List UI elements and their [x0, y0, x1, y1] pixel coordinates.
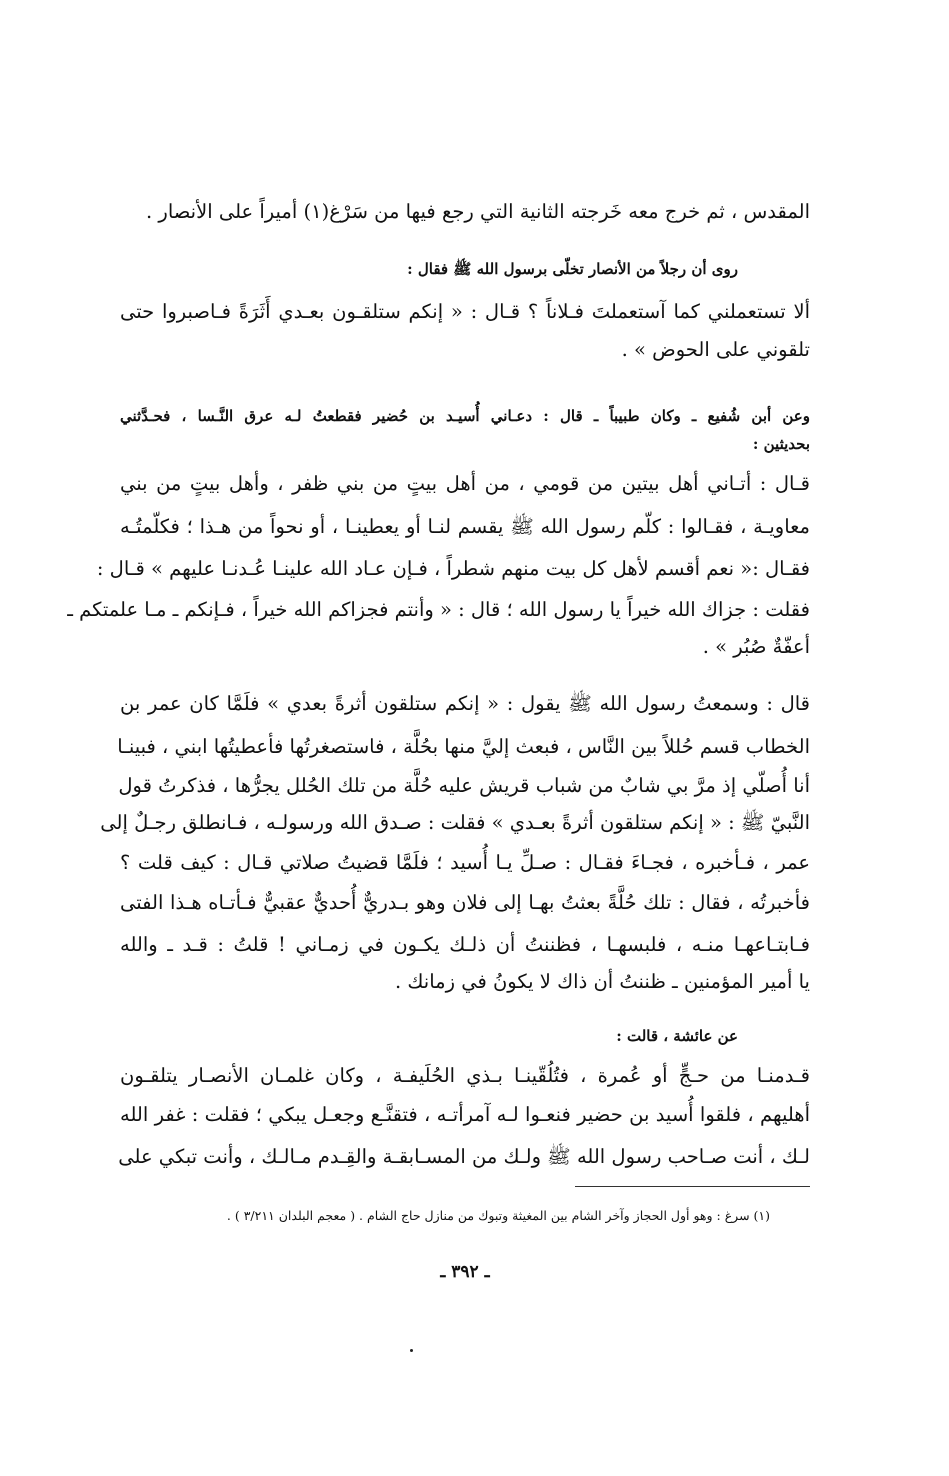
footnote-separator [575, 1186, 810, 1187]
text-line-10: الخطاب قسم حُللاً بين النَّاس ، فبعث إليَّ منها بحُلَّة ، فاستصغرتُها فأعطيتُها ابني ، فبينـا [117, 735, 810, 758]
narration-heading-2-cont: بحديثين : [752, 435, 810, 453]
text-line-17: قـدمنـا من حـجٍّ أو عُمرة ، فتُلُقّينـا بـذي الحُلَيفـة ، وكان غلمـان الأنصـار يتلقـون [120, 1064, 810, 1087]
text-line-2: ألا تستعملني كما آستعملتَ فـلاناً ؟ قـال : « إنكم ستلقـون بعـدي أَثَرَةً فـاصبروا حتى [120, 300, 810, 323]
text-line-3: تلقوني على الحوض » . [621, 338, 810, 361]
book-page [67, 0, 810, 1476]
text-line-5: معاويـة ، فقـالوا : كلّم رسول الله ﷺ يقسم لنـا أو يعطينـا ، أو نحواً من هـذا ؛ فكلّمتُـه [120, 515, 810, 538]
text-line-7: فقلت : جزاك الله خيراً يا رسول الله ؛ قال : « وأنتم فجزاكم الله خيراً ، فـإنكم ـ مـا علمتكم ـ [67, 598, 810, 621]
footnote: (١) سرغ : وهو أول الحجاز وآخر الشام بين المغيثة وتبوك من منازل حاج الشام . ( معجم البلدان ٣/٢١١ ) . [226, 1208, 770, 1223]
text-line-18: أهليهم ، فلقوا أُسيد بن حضير فنعـوا لـه آمرأتـه ، فتقنَّـع وجعـل يبكي ؛ فقلت : غفر الله [120, 1103, 810, 1126]
page-number: ـ ٣٩٢ ـ [440, 1262, 490, 1282]
narration-heading-1: روى أن رجلاً من الأنصار تخلّى برسول الله ﷺ فقال : [407, 260, 738, 278]
text-line-1: المقدس ، ثم خرج معه خَرجته الثانية التي رجع فيها من سَرْغ(١) أميراً على الأنصار . [146, 200, 810, 223]
text-line-6: فقـال :« نعم أقسم لأهل كل بيت منهم شطراً ، فـإن عـاد الله علينـا عُـدنـا عليهم » قـال : [96, 557, 810, 580]
text-line-4: قـال : أتـاني أهل بيتين من قومي ، من أهل بيتٍ من بني ظفر ، وأهل بيتٍ من بني [120, 472, 810, 495]
narration-heading-2: وعن أبن شُفيع ـ وكان طبيباً ـ قال : دعـاني أُسيـد بن حُضير فقطعتُ لـه عرق النَّـسا ، فحـدَّثني [120, 407, 810, 425]
text-line-14: فأخبرتُه ، فقال : تلك حُلَّةً بعثتُ بهـا إلى فلان وهو بـدريٌّ أُحديٌّ عقبيٌّ فـأتـاه هـذا الفتى [120, 891, 810, 914]
narration-heading-3: عن عائشة ، قالت : [616, 1027, 738, 1045]
text-line-12: النَّبيّ ﷺ : « إنكم ستلقون أثرةً بعـدي » فقلت : صـدق الله ورسولـه ، فـانطلق رجـلٌ إلى [100, 811, 810, 834]
text-line-16: يا أمير المؤمنين ـ ظننتُ أن ذاك لا يكونُ في زمانك . [394, 970, 810, 993]
text-line-13: عمر ، فـأخبره ، فجـاءَ فقـال : صـلِّ يـا أُسيد ؛ فلَمَّا قضيتُ صلاتي قـال : كيف قلت ؟ [120, 851, 810, 874]
text-line-15: فـابتـاعهـا منـه ، فلبسهـا ، فظننتُ أن ذلـك يكـون في زمـاني ! قلتُ : قـد ـ والله [120, 933, 810, 956]
text-line-9: قال : وسمعتُ رسول الله ﷺ يقول : « إنكم ستلقون أثرةً بعدي » فلَمَّا كان عمر بن [120, 692, 810, 715]
scan-speck [410, 1349, 413, 1352]
text-line-8: أعفّةٌ صُبُر » . [702, 635, 810, 658]
text-line-19: لـك ، أنت صـاحب رسول الله ﷺ ولـك من المسـابقـة والقِـدم مـالـك ، وأنت تبكي على [118, 1145, 810, 1168]
text-line-11: أنا أُصلّي إذ مرَّ بي شابٌ من شباب قريش عليه حُلَّة من تلك الحُلل يجرُّها ، فذكرتُ قول [118, 774, 810, 797]
